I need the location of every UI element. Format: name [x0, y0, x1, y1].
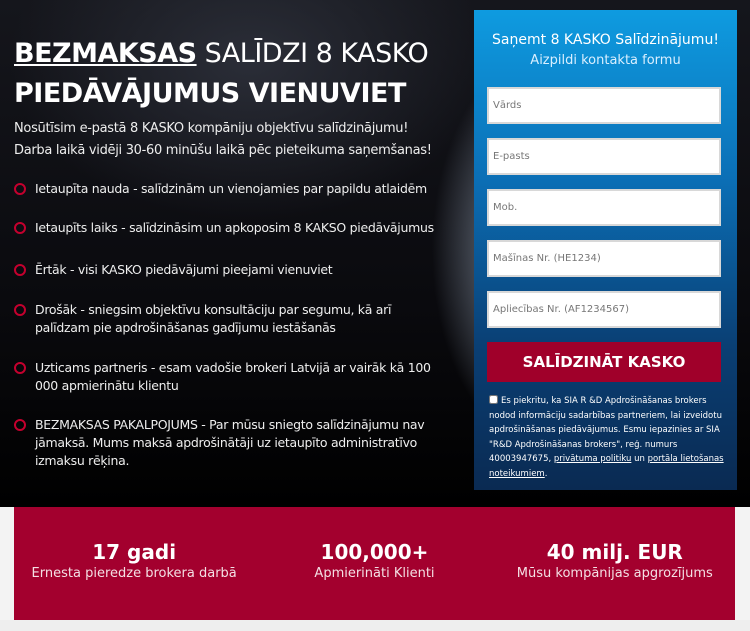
circle-bullet-icon — [14, 222, 26, 234]
form-subtitle: Aizpildi kontakta formu — [530, 53, 681, 68]
contact-form — [474, 10, 737, 490]
stat-experience — [19, 539, 249, 620]
stat-clients — [259, 539, 489, 620]
list-item — [14, 359, 434, 395]
stat-value: 100,000+ — [320, 540, 429, 564]
title-line2: PIEDĀVĀJUMUS VIENUVIET — [14, 78, 406, 109]
stat-label: Mūsu kompānijas apgrozījums — [516, 566, 713, 581]
name-input[interactable] — [487, 87, 721, 124]
stat-turnover — [500, 539, 730, 620]
stat-value: 17 gadi — [92, 540, 177, 564]
benefit-text: BEZMAKSAS PAKALPOJUMS - Par mūsu sniegto salīdzinājumu nav jāmaksā. Mums maksā apdrošinātāji uz ietaupīto administratīvo izmaksu rēķina. — [35, 417, 425, 468]
title-compare: SALĪDZI 8 KASKO — [204, 38, 429, 69]
circle-bullet-icon — [14, 264, 26, 276]
list-item — [14, 416, 434, 470]
benefit-text: Ērtāk - visi KASKO piedāvājumi pieejami vienuviet — [35, 262, 333, 277]
list-item — [14, 261, 332, 279]
intro-line: Nosūtīsim e-pastā 8 KASKO kompāniju objektīvu salīdzinājumu! — [14, 121, 409, 136]
list-item — [14, 180, 427, 198]
title-free: BEZMAKSAS — [14, 38, 197, 69]
footer-strip — [0, 620, 750, 631]
circle-bullet-icon — [14, 304, 26, 316]
consent-and: un — [634, 454, 645, 464]
stat-label: Apmierināti Klienti — [314, 566, 435, 581]
stat-value: 40 milj. EUR — [546, 540, 683, 564]
phone-input[interactable] — [487, 189, 721, 226]
hero-title — [14, 34, 428, 114]
privacy-policy-link[interactable]: privātuma politiku — [553, 454, 632, 464]
benefit-text: Ietaupīta nauda - salīdzinām un vienojamies par papildu atlaidēm — [35, 181, 427, 196]
terms-link[interactable]: portāla lietošanas noteikumiem — [489, 454, 724, 479]
stats-band — [14, 507, 735, 620]
submit-button[interactable]: SALĪDZINĀT KASKO — [487, 342, 721, 382]
circle-bullet-icon — [14, 419, 26, 431]
circle-bullet-icon — [14, 362, 26, 374]
list-item — [14, 301, 434, 337]
benefit-text: Ietaupīts laiks - salīdzināsim un apkoposim 8 KAKSO piedāvājumus — [35, 220, 434, 235]
email-input[interactable] — [487, 138, 721, 175]
certificate-number-input[interactable] — [487, 291, 721, 328]
benefit-text: Uzticams partneris - esam vadošie brokeri Latvijā ar vairāk kā 100 000 apmierinātu klientu — [35, 360, 431, 393]
list-item — [14, 219, 434, 237]
consent-period: . — [544, 468, 548, 479]
circle-bullet-icon — [14, 183, 26, 195]
form-title: Saņemt 8 KASKO Salīdzinājumu! — [492, 32, 719, 48]
intro-line: Darba laikā vidēji 30-60 minūšu laikā pēc pieteikuma saņemšanas! — [14, 143, 432, 158]
consent-checkbox[interactable] — [489, 395, 498, 404]
stat-label: Ernesta pieredze brokera darbā — [31, 566, 237, 581]
car-number-input[interactable] — [487, 240, 721, 277]
hero-intro — [14, 118, 434, 162]
consent-text: Es piekritu, ka SIA R &D Apdrošināšanas brokers nodod informāciju sadarbības partneriem, lai izveidotu apdrošināšanas piedāvājumus. Esmu iepazinies ar SIA "R&D Apdrošināšanas brokers", reģ. numurs 40003947675, — [489, 396, 722, 464]
benefit-text: Drošāk - sniegsim objektīvu konsultāciju par segumu, kā arī palīdzam pie apdrošināšanas gadījumu iestāšanās — [35, 302, 392, 335]
consent-block — [489, 394, 724, 481]
